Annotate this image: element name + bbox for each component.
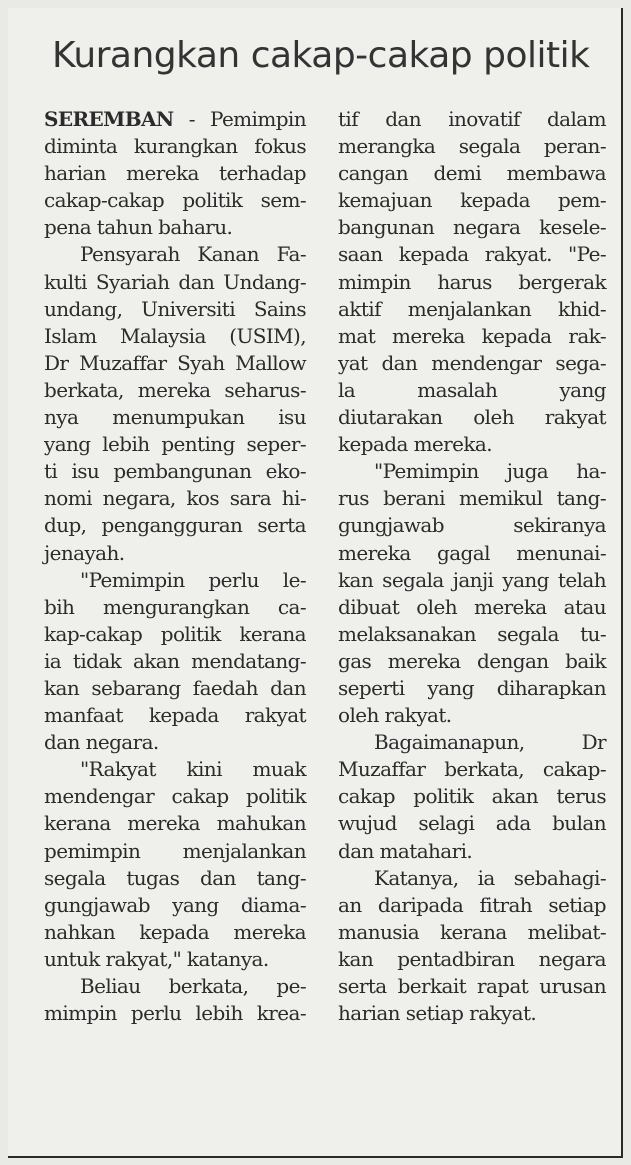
text-line: mereka gagal menunai- <box>338 540 606 565</box>
text-line: pemimpin menjalankan <box>44 838 306 863</box>
text-line: gas mereka dengan baik <box>338 648 606 673</box>
text-line: segala tugas dan tang- <box>44 865 306 890</box>
text-line: kulti Syariah dan Undang- <box>44 269 306 294</box>
text-line: berkata, mereka seharus- <box>44 377 306 402</box>
text-line: kan pentadbiran negara <box>338 946 606 971</box>
text-line: Bagaimanapun, Dr <box>374 730 606 755</box>
text-line: harian setiap rakyat. <box>338 1001 537 1026</box>
text-line: wujud selagi ada bulan <box>338 811 606 836</box>
text-line: la masalah yang <box>338 377 606 402</box>
text-line: SEREMBAN - Pemimpin <box>44 107 306 131</box>
text-line: seperti yang diharapkan <box>338 675 606 700</box>
text-line: aktif menjalankan khid- <box>338 296 606 321</box>
text-line: an daripada fitrah setiap <box>338 892 606 917</box>
text-line: dan negara. <box>44 730 159 755</box>
text-line: undang, Universiti Sains <box>44 296 306 321</box>
text-line: gungjawab sekiranya <box>338 513 606 538</box>
text-line: manusia kerana melibat- <box>338 919 606 944</box>
text-line: tif dan inovatif dalam <box>338 107 606 131</box>
text-line: bih mengurangkan ca- <box>44 594 306 619</box>
text-line: kemajuan kepada pem- <box>338 188 606 213</box>
text-line: dup, pengangguran serta <box>44 513 306 538</box>
text-line: yang lebih penting seper- <box>44 432 306 457</box>
text-line: Katanya, ia sebahagi- <box>374 865 606 890</box>
text-line: serta berkait rapat urusan <box>338 974 606 998</box>
text-line: Pensyarah Kanan Fa- <box>80 242 306 267</box>
text-line: mat mereka kepada rak- <box>338 323 606 348</box>
text-line: oleh rakyat. <box>338 703 452 728</box>
text-line: Beliau berkata, pe- <box>80 974 306 998</box>
text-line: manfaat kepada rakyat <box>44 703 306 728</box>
text-line: "Pemimpin juga ha- <box>374 459 606 484</box>
dateline: SEREMBAN <box>44 107 174 131</box>
text-line: dan matahari. <box>338 838 473 863</box>
text-line: yat dan mendengar sega- <box>338 350 606 375</box>
text-line: diutarakan oleh rakyat <box>338 405 606 430</box>
text-line: rus berani memikul tang- <box>338 486 606 511</box>
text-line: merangka segala peran- <box>338 134 606 159</box>
text-line: ia tidak akan mendatang- <box>44 648 306 673</box>
text-line: cangan demi membawa <box>338 161 606 186</box>
text-line: nahkan kepada mereka <box>44 919 306 944</box>
text-line: Dr Muzaffar Syah Mallow <box>44 350 306 375</box>
text-line: kap-cakap politik kerana <box>44 621 306 646</box>
text-line: cakap politik akan terus <box>338 784 606 809</box>
text-line: ti isu pembangunan eko- <box>44 459 306 484</box>
text-line: Islam Malaysia (USIM), <box>44 323 306 348</box>
article-column-left <box>44 106 306 1027</box>
headline: Kurangkan cakap-cakap politik <box>52 35 590 76</box>
text-line: pena tahun baharu. <box>44 215 233 240</box>
text-line: jenayah. <box>44 540 125 565</box>
text-line: cakap-cakap politik sem- <box>44 188 306 213</box>
text-line: kepada mereka. <box>338 432 492 457</box>
text-line: harian mereka terhadap <box>44 161 306 186</box>
text-line: diminta kurangkan fokus <box>44 134 306 159</box>
text-line: mimpin perlu lebih krea- <box>44 1001 306 1026</box>
text-line: "Pemimpin perlu le- <box>80 567 306 592</box>
text-line: Muzaffar berkata, cakap- <box>338 757 606 782</box>
text-line: untuk rakyat," katanya. <box>44 946 269 971</box>
text-line: saan kepada rakyat. "Pe- <box>338 242 606 267</box>
text-line: kan sebarang faedah dan <box>44 675 306 700</box>
newspaper-clipping <box>8 8 623 1158</box>
text-line: kan segala janji yang telah <box>338 567 606 592</box>
text-line: melaksanakan segala tu- <box>338 621 606 646</box>
text-line: nya menumpukan isu <box>44 405 306 430</box>
text-line: "Rakyat kini muak <box>80 757 306 782</box>
text-line: dibuat oleh mereka atau <box>338 594 606 619</box>
article-column-right <box>338 106 606 1027</box>
text-line: kerana mereka mahukan <box>44 811 306 836</box>
text-line: mimpin harus bergerak <box>338 269 606 294</box>
text-line: gungjawab yang diama- <box>44 892 306 917</box>
text-line: nomi negara, kos sara hi- <box>44 486 306 511</box>
text-line: mendengar cakap politik <box>44 784 306 809</box>
text-line: bangunan negara kesele- <box>338 215 606 240</box>
